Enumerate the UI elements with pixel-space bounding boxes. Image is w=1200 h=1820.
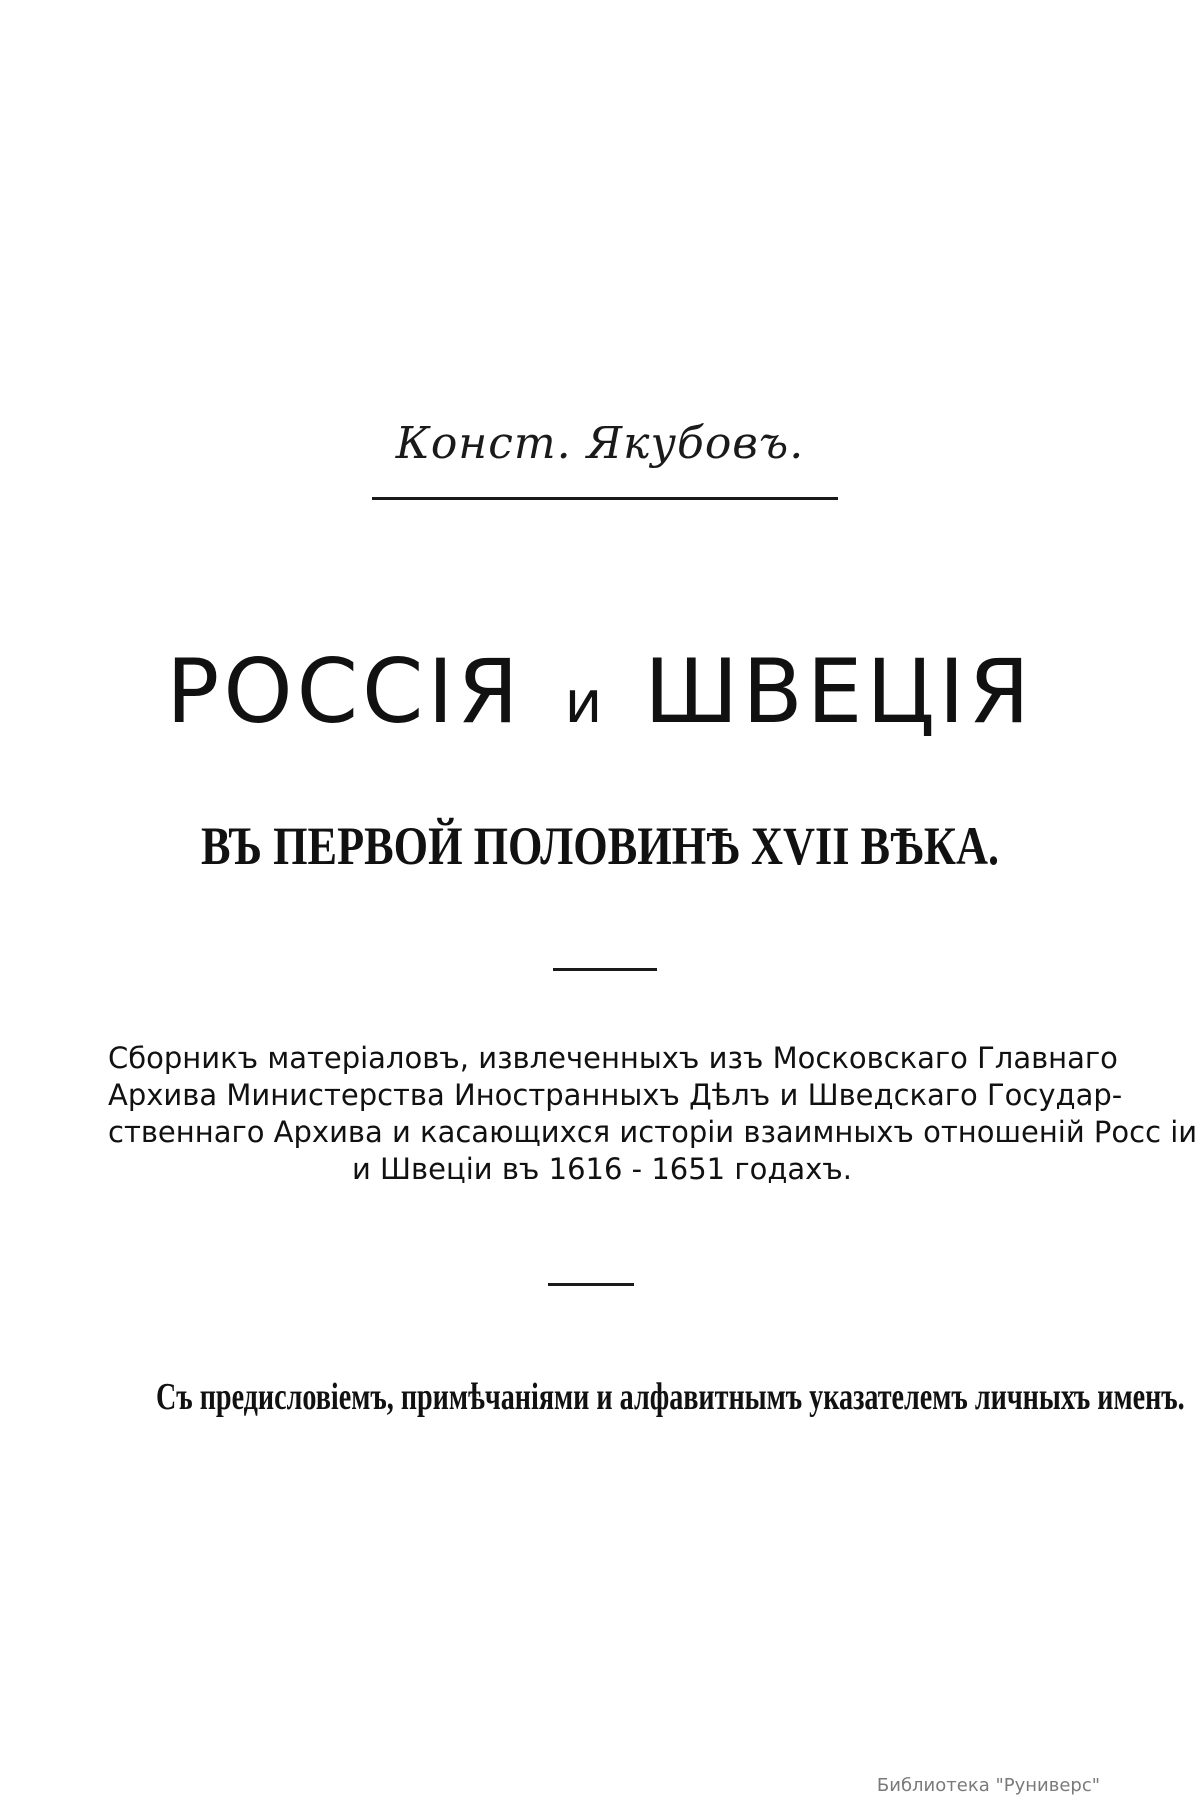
description-line: Сборникъ матеріаловъ, извлеченныхъ изъ Московскаго Главнаго bbox=[108, 1041, 1118, 1075]
main-title bbox=[0, 640, 1200, 743]
main-title-conjunction: и bbox=[564, 668, 603, 736]
description-paragraph bbox=[108, 1040, 1198, 1188]
description-line: Архива Министерства Иностранныхъ Дѣлъ и Шведскаго Государ- bbox=[108, 1078, 1123, 1112]
description-line: ственнаго Архива и касающихся исторіи взаимныхъ отношеній Росс іи bbox=[108, 1115, 1198, 1149]
description-line: и Швеціи въ 1616 - 1651 годахъ. bbox=[351, 1152, 853, 1186]
library-watermark: Библиотека "Руниверс" bbox=[876, 1775, 1100, 1796]
divider-rule bbox=[548, 1283, 634, 1286]
main-title-part1: РОССІЯ bbox=[166, 640, 523, 743]
subtitle: ВЪ ПЕРВОЙ ПОЛОВИНѢ XVII ВѢКА. bbox=[200, 816, 1000, 876]
author-underline bbox=[372, 497, 838, 500]
main-title-part2: ШВЕЦІЯ bbox=[644, 640, 1034, 743]
author-name: Конст. Якубовъ. bbox=[395, 418, 805, 469]
preface-note: Съ предисловіемъ, примѣчаніями и алфавитнымъ указателемъ личныхъ именъ. bbox=[156, 1376, 1185, 1418]
divider-rule bbox=[553, 968, 657, 971]
